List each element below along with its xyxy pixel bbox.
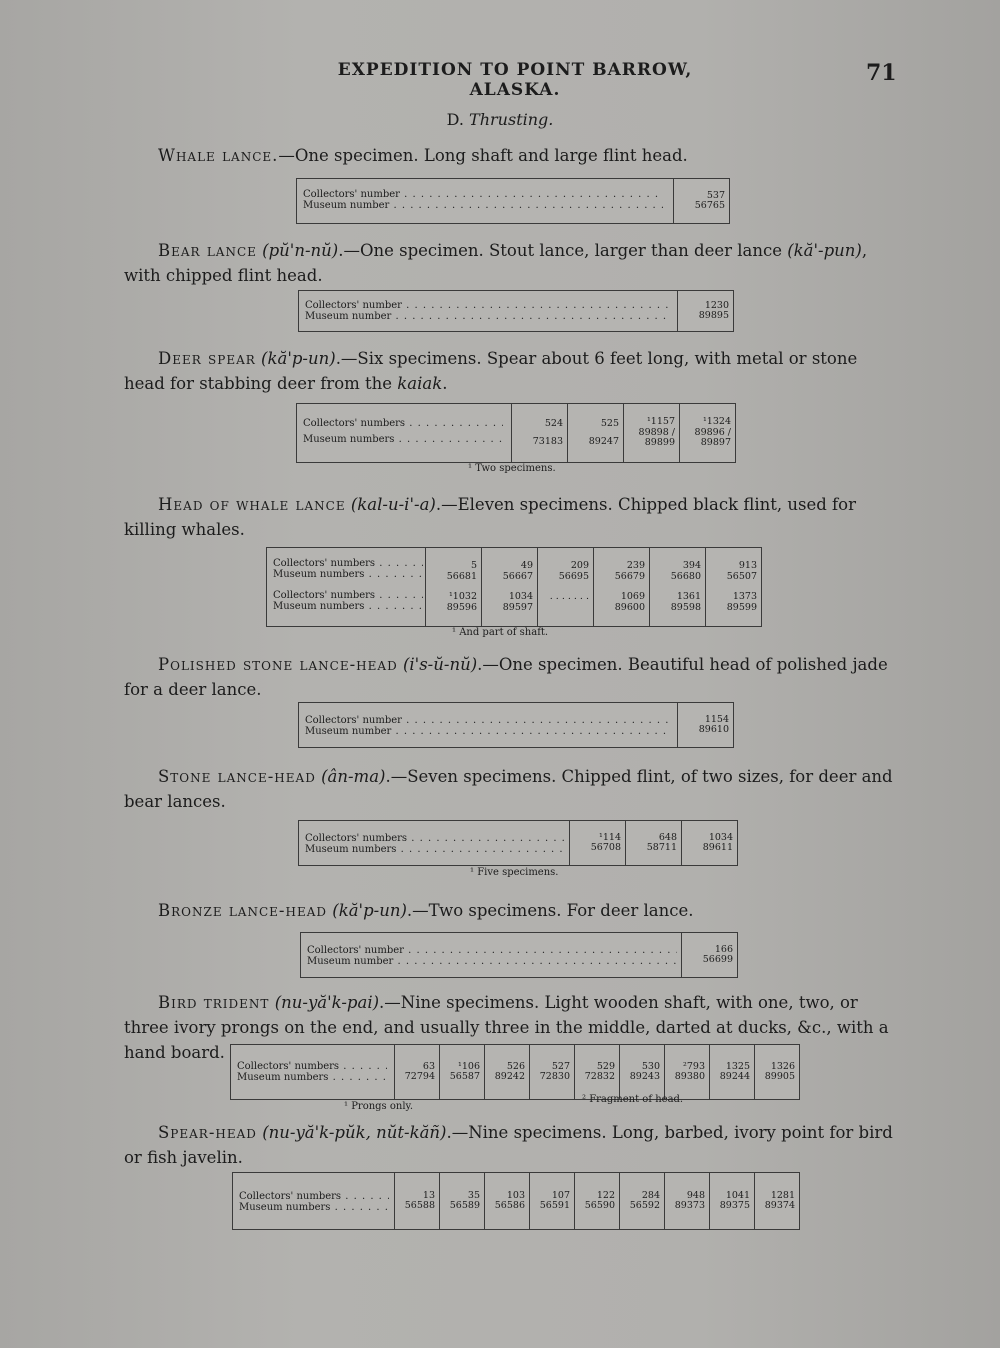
entry-text: .—Nine specimens. Long, barbed, ivory point for bird or fish javelin.: [124, 1123, 893, 1167]
table-value: 1325: [725, 1060, 750, 1072]
entry-text: .—One specimen. Stout lance, larger than deer lance: [338, 241, 788, 260]
section-heading: [0, 110, 1000, 129]
table-cell: [625, 821, 681, 865]
entry-text: (i's-ŭ-nŭ): [402, 655, 478, 674]
footnote: ¹ Two specimens.: [468, 463, 556, 474]
table-value: 56587: [449, 1071, 480, 1082]
entry-text: (kă'p-un): [261, 349, 336, 368]
table-value: 89598: [670, 601, 701, 613]
table-value: 525: [600, 417, 619, 429]
entry-text: Polished stone lance-head: [158, 655, 398, 674]
table-value: 1373: [732, 591, 757, 602]
table-value: 948: [686, 1189, 705, 1201]
table-cell: [574, 1045, 619, 1099]
table-cell: [394, 1045, 439, 1099]
table-cell: [567, 404, 623, 462]
entry-text: (pŭ'n-nŭ): [262, 241, 339, 260]
table-value: 5: [470, 560, 477, 571]
table-cell: [677, 703, 733, 747]
table-value: 56586: [494, 1200, 525, 1211]
table-value: 89896 / 89897: [694, 426, 731, 449]
table-value: 35: [467, 1189, 480, 1201]
table-value: 56681: [446, 570, 477, 582]
table-cell: [574, 1173, 619, 1229]
entry-text: (kal-u-i'-a): [350, 495, 436, 514]
table-cell: [484, 1173, 529, 1229]
entry-text: —One specimen. Long shaft and large flint head.: [278, 146, 688, 165]
table-deer-spear: [296, 403, 736, 463]
table-value: 56680: [670, 570, 701, 582]
entry-text: Deer spear: [158, 349, 256, 368]
table-cell: [569, 821, 625, 865]
entry-stone-head: [124, 764, 900, 814]
entry-text: Bird trident: [158, 993, 270, 1012]
table-value: 49: [520, 560, 533, 571]
running-title: EXPEDITION TO POINT BARROW, ALASKA.: [337, 60, 693, 100]
table-value: 394: [682, 560, 701, 571]
table-value: ¹1032: [449, 591, 477, 602]
table-cell: 209 56695 . . . . . . .: [537, 548, 593, 626]
table-value: 13: [422, 1189, 435, 1201]
table-value: Museum number: [305, 311, 392, 322]
table-value: 56765: [694, 200, 725, 211]
entry-text: (nu-yă'k-pŭk, nŭt-kăñ): [262, 1123, 447, 1142]
table-value: 56590: [584, 1200, 615, 1211]
entry-bear-lance: [124, 238, 900, 288]
table-value: 1230: [704, 299, 729, 311]
table-cell: [754, 1045, 799, 1099]
table-value: 89244: [719, 1071, 750, 1082]
table-cell: [649, 548, 705, 626]
table-value: 58711: [646, 842, 677, 853]
table-value: 913: [738, 560, 757, 571]
entry-text: .—Seven specimens. Chipped flint, of two sizes, for deer and bear lances.: [124, 767, 893, 811]
table-value: 89374: [764, 1200, 795, 1211]
table-value: 1154: [704, 713, 729, 725]
table-value: 72832: [584, 1071, 615, 1082]
table-cell: [754, 1173, 799, 1229]
table-value: ¹106: [458, 1060, 480, 1072]
table-value: 89895: [698, 310, 729, 321]
entry-text: .: [442, 374, 448, 393]
table-cell: [511, 404, 567, 462]
table-cell: [619, 1045, 664, 1099]
table-cell: [709, 1045, 754, 1099]
table-cell: [709, 1173, 754, 1229]
entry-title: Whale lance.: [158, 146, 279, 165]
entry-bronze-head: [158, 898, 898, 923]
table-value: 1069: [620, 591, 645, 602]
table-cell: [439, 1045, 484, 1099]
entry-text: .—One specimen. Beautiful head of polished jade for a deer lance.: [124, 655, 888, 699]
table-cell: [623, 404, 679, 462]
table-value: Museum number: [305, 726, 392, 737]
table-value: Museum number: [303, 200, 390, 211]
entry-text: .—Nine specimens. Light wooden shaft, with one, two, or three ivory prongs on the end, and usually three in the middle, darted at ducks, &c., with a hand board.: [124, 993, 889, 1062]
table-value: 239: [626, 560, 645, 571]
table-bird-trident: [230, 1044, 800, 1100]
table-value: 89242: [494, 1071, 525, 1082]
table-value: 56699: [702, 954, 733, 965]
table-value: 89375: [719, 1200, 750, 1211]
footnote: ¹ Five specimens.: [470, 867, 559, 878]
table-cell: [705, 548, 761, 626]
entry-text: (kă'p-un): [332, 901, 407, 920]
entry-text: Stone lance-head: [158, 767, 316, 786]
table-value: 56708: [590, 842, 621, 853]
table-value: 103: [506, 1189, 525, 1201]
table-cell: [529, 1173, 574, 1229]
entry-text: Bronze lance-head: [158, 901, 328, 920]
table-value: Collectors' number: [307, 945, 404, 956]
entry-whale-lance: [158, 143, 898, 168]
table-value: Collectors' number: [305, 715, 402, 726]
footnote: ² Fragment of head.: [582, 1094, 684, 1105]
table-cell: [619, 1173, 664, 1229]
entry-polished-head: [124, 652, 900, 702]
table-stone-head: [298, 820, 738, 866]
table-value: Collectors' numbers: [273, 558, 376, 569]
table-value: 56591: [539, 1200, 570, 1211]
table-value: ¹1324: [703, 416, 731, 428]
table-cell: [394, 1173, 439, 1229]
table-cell: [664, 1173, 709, 1229]
table-value: 524: [544, 417, 563, 429]
table-cell: [481, 548, 537, 626]
table-value: 73183: [532, 436, 563, 447]
table-value: 89243: [629, 1071, 660, 1082]
entry-spear-head: [124, 1120, 900, 1170]
table-value: 648: [658, 831, 677, 843]
table-value: 122: [596, 1189, 615, 1201]
table-value: Museum numbers: [239, 1202, 331, 1213]
table-value: 284: [641, 1189, 660, 1201]
table-cell: [593, 548, 649, 626]
table-cell: [673, 179, 729, 223]
table-value: 56507: [726, 570, 757, 582]
table-value: 89611: [702, 842, 733, 853]
section-letter: D.: [446, 110, 464, 129]
table-bronze-head: [300, 932, 738, 978]
entry-text: .—Six specimens. Spear about 6 feet long, with metal or stone head for stabbing deer from the: [124, 349, 858, 393]
table-value: 89610: [698, 724, 729, 735]
table-value: 89247: [588, 436, 619, 447]
table-bear-lance: [298, 290, 734, 332]
table-value: 527: [551, 1060, 570, 1072]
table-value: Museum number: [307, 956, 394, 967]
table-value: 1281: [770, 1189, 795, 1201]
entry-text: , with chipped flint head.: [124, 241, 868, 285]
table-value: 89373: [674, 1200, 705, 1211]
table-cell: [679, 404, 735, 462]
table-value: Museum numbers: [303, 434, 395, 445]
table-cell: [681, 821, 737, 865]
section-title: Thrusting.: [469, 110, 554, 129]
entry-text: (nu-yă'k-pai): [274, 993, 380, 1012]
footnote: ¹ And part of shaft.: [452, 627, 549, 638]
table-value: 56589: [449, 1200, 480, 1211]
table-value: Collectors' numbers: [239, 1191, 342, 1202]
table-value: ¹1157: [647, 416, 675, 428]
table-value: 526: [506, 1060, 525, 1072]
table-value: Collectors' numbers: [305, 833, 408, 844]
table-value: 530: [641, 1060, 660, 1072]
table-value: 1034: [708, 831, 733, 843]
table-whale-lance-head: [266, 547, 762, 627]
table-value: 89599: [726, 601, 757, 613]
table-value: 89905: [764, 1071, 795, 1082]
table-value: 209: [570, 560, 589, 571]
table-spear-head: [232, 1172, 800, 1230]
table-value: 89596: [446, 601, 477, 613]
table-cell: [484, 1045, 529, 1099]
table-value: 89600: [614, 601, 645, 613]
table-cell: [677, 291, 733, 331]
page-number: 71: [866, 60, 897, 86]
table-value: Collectors' numbers: [273, 590, 376, 601]
table-value: 529: [596, 1060, 615, 1072]
table-value: 1361: [676, 591, 701, 602]
entry-text: Bear lance: [158, 241, 257, 260]
entry-text: kaiak: [397, 374, 443, 393]
table-value: Collectors' number: [305, 300, 402, 311]
table-value: 56588: [404, 1200, 435, 1211]
table-value: 56695: [558, 570, 589, 582]
table-value: Collectors' numbers: [303, 418, 406, 429]
table-value: 1326: [770, 1060, 795, 1072]
table-value: 537: [706, 189, 725, 201]
table-value: 166: [714, 943, 733, 955]
table-value: 89380: [674, 1071, 705, 1082]
table-value: ²793: [683, 1060, 705, 1072]
entry-deer-spear: [124, 346, 900, 396]
table-value: 1034: [508, 591, 533, 602]
entry-text: .—Two specimens. For deer lance.: [406, 901, 694, 920]
table-value: Museum numbers: [237, 1072, 329, 1083]
entry-text: Head of whale lance: [158, 495, 346, 514]
table-value: Museum numbers: [305, 844, 397, 855]
entry-text: (kă'-pun): [787, 241, 862, 260]
table-value: Collectors' numbers: [237, 1061, 340, 1072]
table-value: 72794: [404, 1071, 435, 1082]
table-polished-head: [298, 702, 734, 748]
entry-text: .—Eleven specimens. Chipped black flint, used for killing whales.: [124, 495, 856, 539]
entry-whale-lance-head: [124, 492, 900, 542]
table-cell: [439, 1173, 484, 1229]
table-value: Museum numbers: [273, 569, 365, 580]
table-cell: [681, 933, 737, 977]
table-value: 56592: [629, 1200, 660, 1211]
table-value: 56667: [502, 570, 533, 582]
entry-text: Spear-head: [158, 1123, 257, 1142]
table-value: 107: [551, 1189, 570, 1201]
table-value: 89597: [502, 601, 533, 613]
table-value: Museum numbers: [273, 601, 365, 612]
entry-text: (ân-ma): [321, 767, 386, 786]
table-cell: [664, 1045, 709, 1099]
table-value: Collectors' number: [303, 189, 400, 200]
table-cell: [529, 1045, 574, 1099]
table-value: 56679: [614, 570, 645, 582]
table-cell: [425, 548, 481, 626]
table-value: ¹114: [599, 831, 621, 843]
table-value: 1041: [725, 1189, 750, 1201]
table-value: 72830: [539, 1071, 570, 1082]
footnote: ¹ Prongs only.: [344, 1101, 414, 1112]
table-whale-lance: [296, 178, 730, 224]
table-value: 89898 / 89899: [638, 426, 675, 449]
table-value: 63: [422, 1060, 435, 1072]
